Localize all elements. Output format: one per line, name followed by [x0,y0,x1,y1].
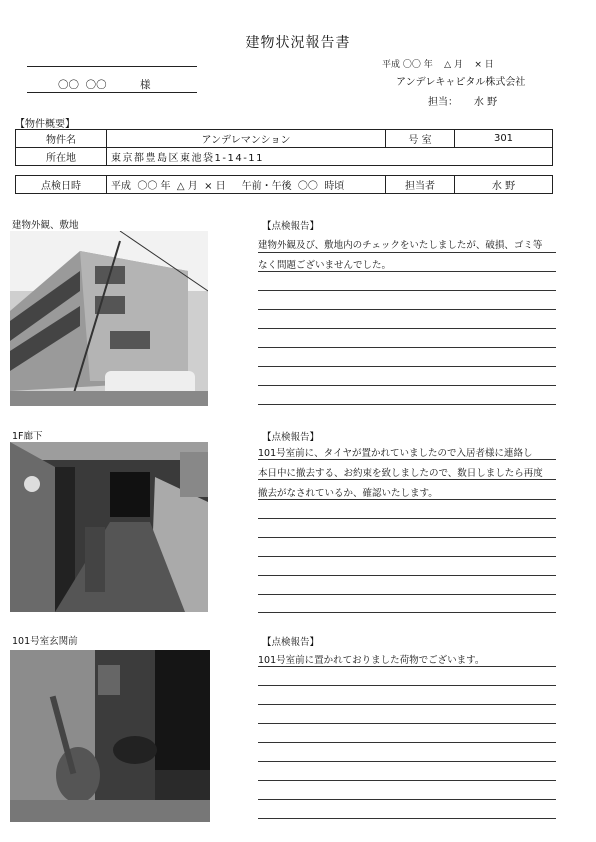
ruled-line [258,252,556,253]
document-title: 建物状況報告書 [245,35,351,51]
ruled-line [258,666,556,667]
ruled-line [258,556,556,557]
addressee: 〇〇 〇〇 様 [58,79,151,91]
ruled-line [258,404,556,405]
ruled-line [258,742,556,743]
company-name: アンデレキャピタル株式会社 [396,77,526,88]
ruled-line [258,685,556,686]
report-heading-1: 【点検報告】 [262,221,320,232]
report-3-line-1: 101号室前に置かれておりました荷物でございます。 [258,655,485,666]
inspect-datetime: 平成 〇〇 年 △ 月 × 日 午前・午後 〇〇 時頃 [107,176,386,194]
ruled-line [258,518,556,519]
report-heading-2: 【点検報告】 [262,432,320,443]
ruled-line [258,385,556,386]
ruled-line [258,366,556,367]
ruled-line [258,761,556,762]
photo-label-entrance: 101号室玄関前 [12,636,78,647]
name-label: 物件名 [16,130,107,148]
ruled-line [258,271,556,272]
inspection-table [15,175,553,194]
divider [27,66,197,67]
ruled-line [258,499,556,500]
ruled-line [258,537,556,538]
property-table [15,129,553,166]
staff-line: 担当： 水 野 [428,97,498,108]
addressee-underline [27,92,197,93]
ruled-line [258,328,556,329]
property-address: 東京都豊島区東池袋1-14-11 [107,148,553,166]
staff-name: 水 野 [455,176,553,194]
address-label: 所在地 [16,148,107,166]
report-date: 平成 〇〇 年 △ 月 × 日 [382,60,494,70]
photo-label-exterior: 建物外観、敷地 [12,220,79,231]
ruled-line [258,612,556,613]
report-1-line-2: なく問題ございませんでした。 [258,260,392,271]
staff-label: 担当者 [386,176,455,194]
room-label: 号 室 [386,130,455,148]
report-2-line-3: 撤去がなされているか、確認いたします。 [258,488,438,499]
photo-1f-corridor [10,442,208,612]
ruled-line [258,723,556,724]
property-name: アンデレマンション [107,130,386,148]
ruled-line [258,479,556,480]
ruled-line [258,594,556,595]
ruled-line [258,818,556,819]
ruled-line [258,290,556,291]
ruled-line [258,347,556,348]
ruled-line [258,780,556,781]
report-1-line-1: 建物外観及び、敷地内のチェックをいたしましたが、破損、ゴミ等 [258,240,543,251]
report-2-line-1: 101号室前に、タイヤが置かれていましたので入居者様に連絡し [258,448,533,459]
photo-building-exterior [10,231,208,406]
photo-label-corridor: 1F廊下 [12,431,43,442]
inspect-label: 点検日時 [16,176,107,194]
overview-heading: 【物件概要】 [15,119,75,130]
ruled-line [258,704,556,705]
report-2-line-2: 本日中に撤去する、お約束を致しましたので、数日しましたら再度 [258,468,543,479]
ruled-line [258,575,556,576]
ruled-line [258,309,556,310]
photo-101-entrance [10,650,210,822]
ruled-line [258,799,556,800]
room-number: 301 [455,130,553,148]
ruled-line [258,459,556,460]
report-heading-3: 【点検報告】 [262,637,320,648]
